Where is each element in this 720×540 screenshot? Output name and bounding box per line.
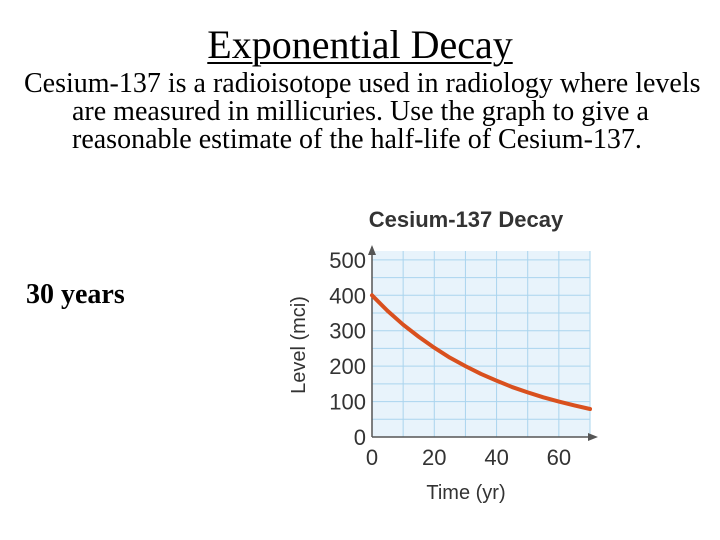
x-axis-label: Time (yr) — [426, 482, 506, 504]
plot-area — [372, 251, 590, 437]
y-tick-label: 200 — [329, 354, 366, 380]
y-tick-label: 500 — [329, 247, 366, 273]
chart-title: Cesium-137 Decay — [368, 207, 564, 232]
x-tick-label: 40 — [484, 445, 509, 470]
slide-title: Exponential Decay — [207, 22, 513, 67]
x-tick-label: 0 — [365, 445, 379, 470]
y-tick-label: 100 — [329, 389, 366, 415]
y-tick-label: 400 — [329, 283, 366, 309]
y-axis-arrow — [368, 245, 376, 255]
slide-body-text: Cesium-137 is a radioisotope used in radiology where levels are measured in millicuries. Use the graph to give a reasonable estimate of the half-life of Cesium-137. — [24, 68, 701, 155]
answer-text: 30 years — [26, 279, 125, 310]
y-tick-label: 300 — [329, 318, 366, 344]
y-axis-label: Level (mci) — [288, 296, 310, 394]
x-tick-label: 20 — [422, 445, 447, 470]
x-tick-label: 60 — [546, 445, 572, 470]
decay-chart — [270, 195, 610, 515]
y-tick-label: 0 — [353, 425, 366, 450]
decay-chart-svg — [270, 195, 610, 515]
x-axis-arrow — [588, 433, 598, 441]
